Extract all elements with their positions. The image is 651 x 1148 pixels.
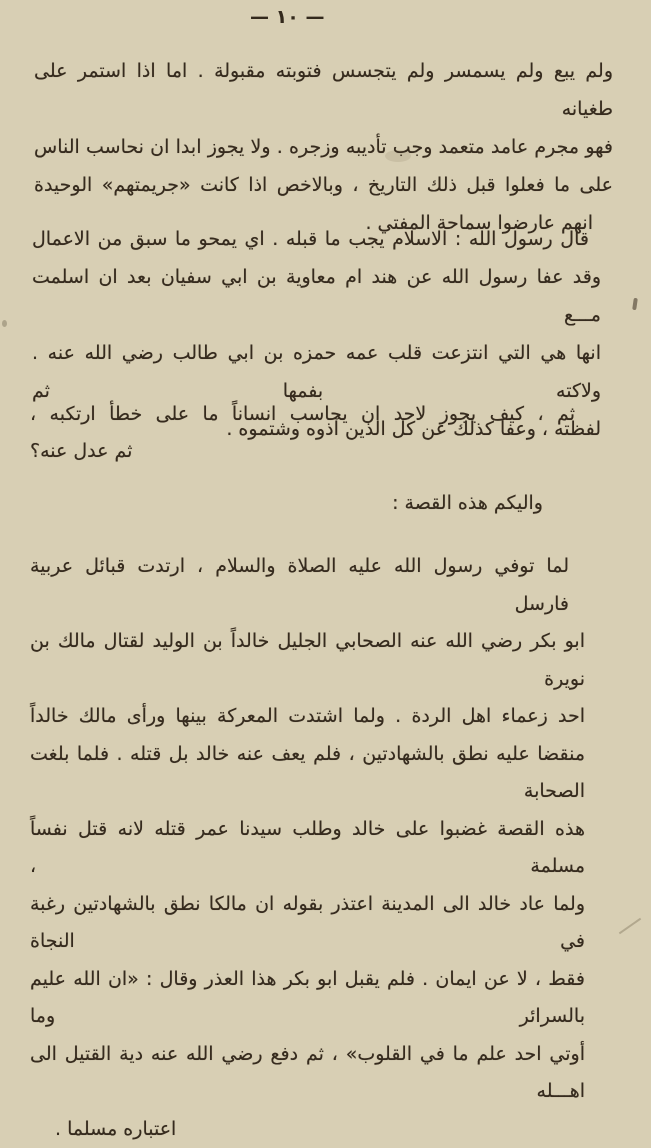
ink-mark-left-margin [2, 320, 7, 327]
text-line: ولم يبع ولم يسمسر ولم يتجسس فتوبته مقبولة . اما اذا استمر على طغيانه [34, 52, 613, 128]
paragraph-1 [34, 52, 613, 242]
text-line: احد زعماء اهل الردة . ولما اشتدت المعركة بينها ورأى مالك خالداً [30, 698, 585, 736]
story-paragraph [30, 548, 585, 1148]
text-line: فقط ، لا عن ايمان . فلم يقبل ابو بكر هذا العذر وقال : «ان الله عليم بالسرائر وما [30, 961, 585, 1036]
text-line: هذه القصة غضبوا على خالد وطلب سيدنا عمر قتله لانه قتل نفساً مسلمة ، [30, 811, 585, 886]
text-line: قال رسول الله : الاسلام يجب ما قبله . اي يمحو ما سبق من الاعمال [32, 220, 601, 258]
text-line: أوتي احد علم ما في القلوب» ، ثم دفع رضي الله عنه دية القتيل الى اهـــله [30, 1036, 585, 1111]
page-number: — ١٠ — [250, 6, 324, 28]
text-line: اعتباره مسلما . [30, 1111, 585, 1148]
corner-scratch [619, 918, 641, 935]
text-line: فهو مجرم عامد متعمد وجب تأديبه وزجره . ولا يجوز ابدا ان نحاسب الناس [34, 128, 613, 166]
text-line: ولما عاد خالد الى المدينة اعتذر بقوله ان مالكا نطق بالشهادتين رغبة في النجاة [30, 886, 585, 961]
text-line: انها هي التي انتزعت قلب عمه حمزه بن ابي طالب رضي الله عنه . ولاكته بفمها ثم [32, 334, 601, 410]
section-heading: واليكم هذه القصة : [30, 492, 543, 514]
text-line: لما توفي رسول الله عليه الصلاة والسلام ، ارتدت قبائل عربية فارسل [30, 548, 585, 623]
text-line: منقضا عليه نطق بالشهادتين ، فلم يعف عنه خالد بل قتله . فلما بلغت الصحابة [30, 736, 585, 811]
ink-mark-right-margin [632, 298, 638, 310]
paragraph-3 [30, 396, 591, 470]
text-line: انهم عارضوا سماحة المفتي . [34, 204, 613, 242]
text-line: ثم ، كيف يجوز لاحد ان يحاسب انساناً ما على خطأ ارتكبه ، [30, 396, 591, 433]
text-line: وقد عفا رسول الله عن هند ام معاوية بن ابي سفيان بعد ان اسلمت مـــع [32, 258, 601, 334]
text-line: ثم عدل عنه؟ [30, 433, 591, 470]
text-line: على ما فعلوا قبل ذلك التاريخ ، وبالاخص اذا كانت «جريمتهم» الوحيدة [34, 166, 613, 204]
text-line: ابو بكر رضي الله عنه الصحابي الجليل خالداً بن الوليد لقتال مالك بن نويرة [30, 623, 585, 698]
text-line: لفظته ، وعفا كذلك عن كل الذين آذوه وشتموه . [32, 410, 601, 448]
